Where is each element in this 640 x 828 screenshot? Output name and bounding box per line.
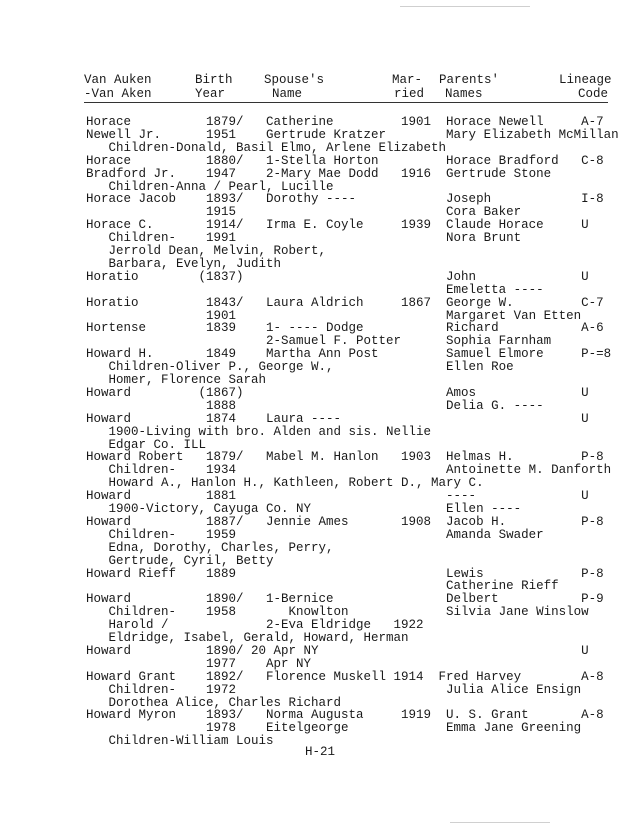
entry-line: Howard 1881 ---- U <box>86 489 589 504</box>
entry-line: Howard H. 1849 Martha Ann Post Samuel Elmore P-=8 <box>86 347 612 362</box>
entry-line: Horatio (1837) John U <box>86 269 589 284</box>
entry-line: 1977 Apr NY <box>86 656 312 671</box>
entry-line: Jerrold Dean, Melvin, Robert, <box>86 244 327 258</box>
entry-line: 1978 Eitelgeorge Emma Jane Greening <box>86 721 582 736</box>
entry-line: Newell Jr. 1951 Gertrude Kratzer Mary Elizabeth McMillan <box>86 127 619 142</box>
header-year: Year <box>195 87 226 101</box>
entry-line: Children-Anna / Pearl, Lucille <box>86 179 334 194</box>
entry-line: Gertrude, Cyril, Betty <box>86 553 274 568</box>
entry-line: Children- 1959 Amanda Swader <box>86 527 544 542</box>
entry-line: Howard Myron 1893/ Norma Augusta 1919 U. S. Grant A-8 <box>86 708 604 723</box>
entry-line: Horace 1879/ Catherine 1901 Horace Newell A-7 <box>86 115 604 129</box>
entry-line: 1915 Cora Baker <box>86 205 522 220</box>
header-birth: Birth <box>195 73 233 87</box>
entry-line: Children- 1934 Antoinette M. Danforth <box>86 463 612 478</box>
entry-line: 2-Samuel F. Potter Sophia Farnham <box>86 334 552 349</box>
entry-line: Howard 1874 Laura ---- U <box>86 411 589 426</box>
entry-line: Howard Robert 1879/ Mabel M. Hanlon 1903 Helmas H. P-8 <box>86 450 604 465</box>
entry-line: 1888 Delia G. ---- <box>86 398 544 413</box>
entry-line: Homer, Florence Sarah <box>86 373 267 387</box>
entry-line: Howard Rieff 1889 Lewis P-8 <box>86 566 604 581</box>
header-code: Code <box>578 87 609 101</box>
header-van-auken: Van Auken <box>84 73 152 87</box>
entry-line: Horace C. 1914/ Irma E. Coyle 1939 Claude Horace U <box>86 218 589 233</box>
entry-line: Eldridge, Isabel, Gerald, Howard, Herman <box>86 631 409 645</box>
entry-line: Children- 1958 Knowlton Silvia Jane Winslow <box>86 605 589 620</box>
entry-line: Children- 1972 Julia Alice Ensign <box>86 682 582 697</box>
header-mar: Mar- <box>392 73 423 87</box>
entry-line: Children-Oliver P., George W., Ellen Roe <box>86 360 514 375</box>
entry-line: Edgar Co. ILL <box>86 437 207 452</box>
header-parents: Parents' <box>439 73 500 87</box>
entry-line: Children- 1991 Nora Brunt <box>86 231 522 246</box>
page-number: H-21 <box>304 745 335 759</box>
entry-line: Children-Donald, Basil Elmo, Arlene Elizabeth <box>86 140 447 155</box>
entry-line: Howard Grant 1892/ Florence Muskell 1914 Fred Harvey A-8 <box>86 669 604 684</box>
header-spouses: Spouse's <box>264 73 325 87</box>
entry-line: Howard (1867) Amos U <box>86 385 589 400</box>
entry-line: 1900-Living with bro. Alden and sis. Nellie <box>86 424 432 439</box>
entry-line: Howard 1887/ Jennie Ames 1908 Jacob H. P-8 <box>86 514 604 529</box>
header-ried: ried <box>394 87 425 101</box>
scan-mark-bottom <box>450 822 550 823</box>
entry-line: Howard 1890/ 20 Apr NY U <box>86 643 589 658</box>
header-lineage: Lineage <box>559 73 612 87</box>
entry-line: Harold / 2-Eva Eldridge 1922 <box>86 618 424 633</box>
entry-line: Bradford Jr. 1947 2-Mary Mae Dodd 1916 Gertrude Stone <box>86 166 552 181</box>
entry-line: Emeletta ---- <box>86 282 544 297</box>
entry-line: Dorothea Alice, Charles Richard <box>86 695 342 710</box>
entry-line: Hortense 1839 1- ---- Dodge Richard A-6 <box>86 321 604 336</box>
entry-line: Catherine Rieff <box>86 579 559 594</box>
entry-line: 1901 Margaret Van Etten <box>86 308 582 323</box>
entry-line: Horace Jacob 1893/ Dorothy ---- Joseph I-8 <box>86 192 604 207</box>
entry-line: Howard 1890/ 1-Bernice Delbert P-9 <box>86 592 604 607</box>
entry-line: Horatio 1843/ Laura Aldrich 1867 George W. C-7 <box>86 295 604 310</box>
entry-line: Barbara, Evelyn, Judith <box>86 256 282 271</box>
header-name: Name <box>272 87 303 101</box>
header-rule <box>84 102 608 103</box>
entry-line: Howard A., Hanlon H., Kathleen, Robert D., Mary C. <box>86 476 484 491</box>
header-van-aken: -Van Aken <box>84 87 152 101</box>
header-names: Names <box>445 87 483 101</box>
entry-line: Edna, Dorothy, Charles, Perry, <box>86 540 334 555</box>
scan-mark-top <box>400 6 530 7</box>
entry-line: Horace 1880/ 1-Stella Horton Horace Bradford C-8 <box>86 153 604 168</box>
entry-line: 1900-Victory, Cayuga Co. NY Ellen ---- <box>86 502 522 516</box>
entry-line: Children-William Louis <box>86 734 274 749</box>
